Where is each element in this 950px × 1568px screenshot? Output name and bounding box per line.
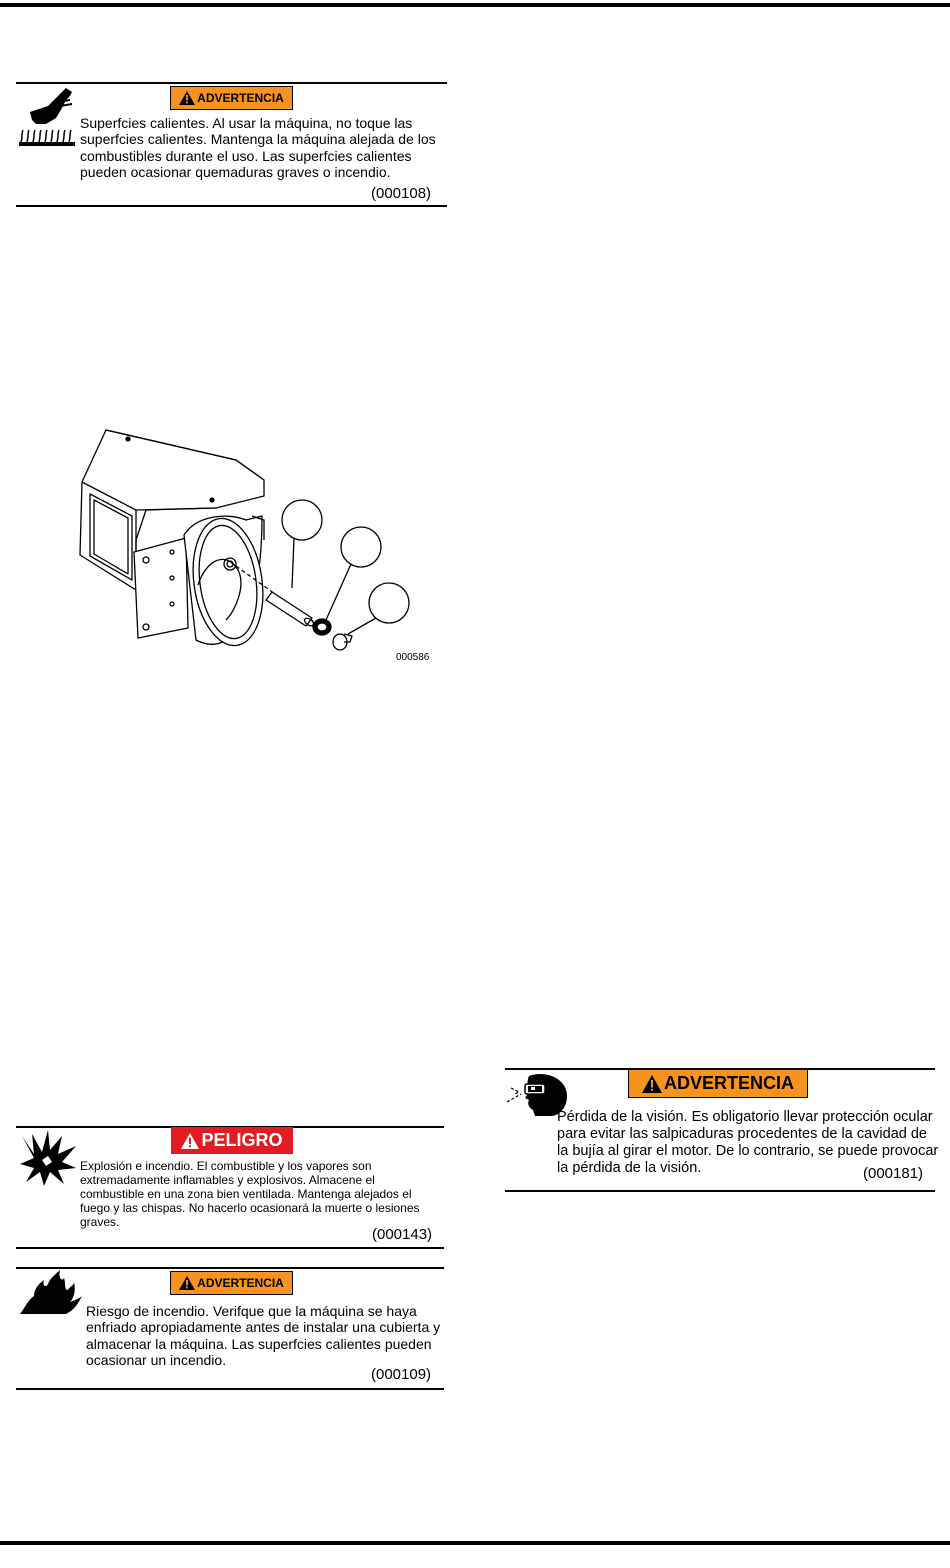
danger-badge-explosion xyxy=(171,1127,293,1154)
warning-code-vision: (000181) xyxy=(863,1165,924,1182)
warning-triangle-icon xyxy=(179,91,195,105)
warning-text-hot: Superfcies calientes. Al usar la máquina, no toque las superfcies calientes. Mantenga la máquina alejada de los combustibles durante el uso. Las superfcies calientes pueden ocasionar quemaduras graves o incendio. xyxy=(80,115,436,181)
warning-badge-label: ADVERTENCIA xyxy=(197,1276,284,1290)
warning-fire-top-rule xyxy=(16,1267,444,1269)
warning-triangle-icon xyxy=(642,1075,662,1093)
warning-fire-bottom-rule xyxy=(16,1388,444,1390)
warning-badge-label: ADVERTENCIA xyxy=(197,91,284,105)
danger-badge-label: PELIGRO xyxy=(201,1130,283,1150)
top-rule xyxy=(0,3,950,7)
warning-text-vision: Pérdida de la visión. Es obligatorio llevar protección ocular para evitar las salpicaduras procedentes de la cavidad de la bujía al girar el motor. De lo contrario, se puede provocar la pérdida de la visión. xyxy=(557,1109,939,1176)
warning-badge-vision xyxy=(628,1069,808,1098)
danger-triangle-icon xyxy=(181,1133,199,1149)
warning-badge-fire xyxy=(170,1271,293,1295)
explosion-icon xyxy=(18,1128,78,1188)
warning-code-explosion: (000143) xyxy=(372,1226,433,1243)
bottom-rule xyxy=(0,1541,950,1545)
engine-fitting-illustration xyxy=(76,420,416,670)
warning-code-hot: (000108) xyxy=(371,185,432,202)
warning-hot-top-rule xyxy=(16,82,447,84)
hot-surface-hand-icon xyxy=(18,86,78,148)
fire-icon xyxy=(18,1270,82,1316)
warning-hot-bottom-rule xyxy=(16,205,447,207)
warning-explosion-bottom-rule xyxy=(16,1247,444,1249)
warning-badge-label: ADVERTENCIA xyxy=(663,1073,794,1093)
warning-vision-bottom-rule xyxy=(505,1190,935,1192)
warning-text-explosion: Explosión e incendio. El combustible y los vapores son extremadamente inflamables y explosivos. Almacene el combustible en una zona bien ventilada. Mantenga alejados el fuego y las chispas. No hacerlo ocasionará la muerte o lesiones graves. xyxy=(80,1159,420,1230)
warning-code-fire: (000109) xyxy=(371,1366,432,1383)
figure-number: 000586 xyxy=(396,652,430,663)
warning-triangle-icon xyxy=(179,1276,195,1290)
warning-badge-hot xyxy=(170,86,293,110)
warning-text-fire: Riesgo de incendio. Verifque que la máquina se haya enfriado apropiadamente antes de instalar una cubierta y almacenar la máquina. Las superfcies calientes pueden ocasionar un incendio. xyxy=(86,1303,441,1369)
